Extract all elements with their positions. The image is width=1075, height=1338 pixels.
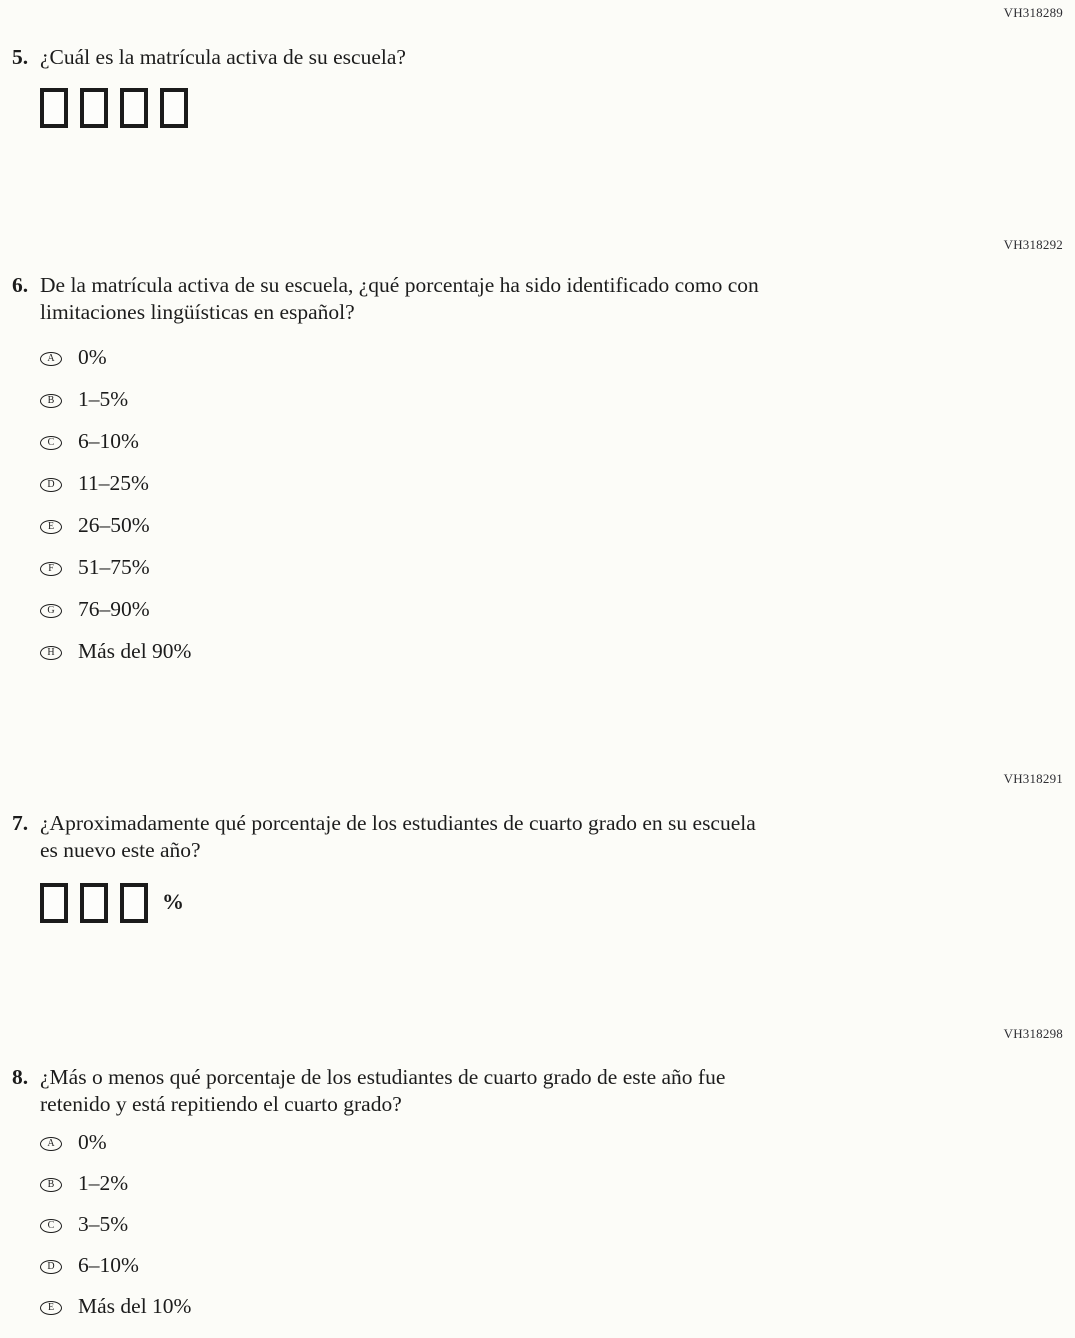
option-label: 3–5% (78, 1212, 129, 1236)
questionnaire-page (0, 6, 1075, 1338)
option-label: 11–25% (78, 471, 149, 495)
question-text (40, 810, 756, 864)
item-code-label: VH318291 (1003, 771, 1063, 786)
option-bubble[interactable] (40, 1219, 62, 1233)
option-letter: D (47, 1260, 55, 1272)
option-letter: B (47, 1178, 55, 1190)
option-label: Más del 10% (78, 1294, 192, 1318)
question-number: 7. (12, 811, 29, 835)
option-letter: A (47, 352, 55, 364)
question-text-line: ¿Aproximadamente qué porcentaje de los estudiantes de cuarto grado en su escuela (40, 811, 756, 835)
question-text-line: De la matrícula activa de su escuela, ¿qué porcentaje ha sido identificado como con (40, 273, 759, 297)
question-7 (0, 810, 1075, 864)
answer-option (0, 428, 1075, 455)
option-label: 0% (78, 345, 107, 369)
question-text (40, 44, 406, 71)
option-letter: H (47, 646, 55, 658)
item-code (0, 772, 1075, 786)
answer-digit-box[interactable] (40, 88, 68, 128)
answer-digit-box[interactable] (80, 88, 108, 128)
answer-option (0, 1293, 1075, 1320)
q6-option-list (0, 344, 1075, 665)
answer-option (0, 638, 1075, 665)
question-8 (0, 1064, 1075, 1118)
option-letter: C (47, 1219, 55, 1231)
option-letter: E (47, 520, 55, 532)
answer-digit-box[interactable] (120, 88, 148, 128)
question-text-line: es nuevo este año? (40, 838, 201, 862)
option-bubble[interactable] (40, 1178, 62, 1192)
option-label: 1–5% (78, 387, 129, 411)
answer-digit-box[interactable] (80, 883, 108, 923)
answer-option (0, 596, 1075, 623)
answer-digit-box[interactable] (40, 883, 68, 923)
option-letter: F (48, 562, 54, 574)
question-5 (0, 44, 1075, 71)
question-text (40, 272, 759, 326)
item-code-label: VH318298 (1003, 1026, 1063, 1041)
digit-box-group (40, 883, 160, 900)
percent-suffix: % (162, 889, 184, 914)
answer-option (0, 344, 1075, 371)
option-bubble[interactable] (40, 1260, 62, 1274)
option-label: 1–2% (78, 1171, 129, 1195)
item-code (0, 6, 1075, 20)
answer-option (0, 470, 1075, 497)
question-number: 6. (12, 273, 29, 297)
option-label: Más del 90% (78, 639, 192, 663)
q8-option-list (0, 1129, 1075, 1320)
answer-option (0, 386, 1075, 413)
q7-answer-boxes (0, 883, 1075, 923)
option-letter: C (47, 436, 55, 448)
option-letter: D (47, 478, 55, 490)
answer-option (0, 1252, 1075, 1279)
option-label: 51–75% (78, 555, 150, 579)
question-number: 5. (12, 45, 29, 69)
answer-option (0, 1211, 1075, 1238)
option-bubble[interactable] (40, 646, 62, 660)
question-text-line: ¿Cuál es la matrícula activa de su escuela? (40, 45, 406, 69)
item-code-label: VH318289 (1003, 5, 1063, 20)
option-bubble[interactable] (40, 352, 62, 366)
digit-box-group (40, 88, 200, 105)
option-label: 6–10% (78, 429, 139, 453)
option-bubble[interactable] (40, 562, 62, 576)
option-bubble[interactable] (40, 520, 62, 534)
option-bubble[interactable] (40, 604, 62, 618)
option-bubble[interactable] (40, 394, 62, 408)
option-bubble[interactable] (40, 1137, 62, 1151)
option-letter: A (47, 1137, 55, 1149)
option-label: 76–90% (78, 597, 150, 621)
question-text (40, 1064, 725, 1118)
answer-option (0, 512, 1075, 539)
option-bubble[interactable] (40, 436, 62, 450)
option-letter: G (47, 604, 55, 616)
option-bubble[interactable] (40, 478, 62, 492)
option-label: 6–10% (78, 1253, 139, 1277)
q5-answer-boxes (0, 88, 1075, 128)
question-number: 8. (12, 1065, 29, 1089)
option-letter: E (47, 1301, 55, 1313)
item-code (0, 238, 1075, 252)
question-text-line: ¿Más o menos qué porcentaje de los estudiantes de cuarto grado de este año fue (40, 1065, 726, 1089)
option-label: 26–50% (78, 513, 150, 537)
answer-option (0, 554, 1075, 581)
option-label: 0% (78, 1130, 107, 1154)
question-text-line: retenido y está repitiendo el cuarto grado? (40, 1092, 402, 1116)
question-text-line: limitaciones lingüísticas en español? (40, 300, 355, 324)
answer-option (0, 1129, 1075, 1156)
item-code-label: VH318292 (1003, 237, 1063, 252)
question-6 (0, 272, 1075, 326)
answer-digit-box[interactable] (120, 883, 148, 923)
answer-digit-box[interactable] (160, 88, 188, 128)
option-letter: B (47, 394, 55, 406)
answer-option (0, 1170, 1075, 1197)
item-code (0, 1027, 1075, 1041)
option-bubble[interactable] (40, 1301, 62, 1315)
